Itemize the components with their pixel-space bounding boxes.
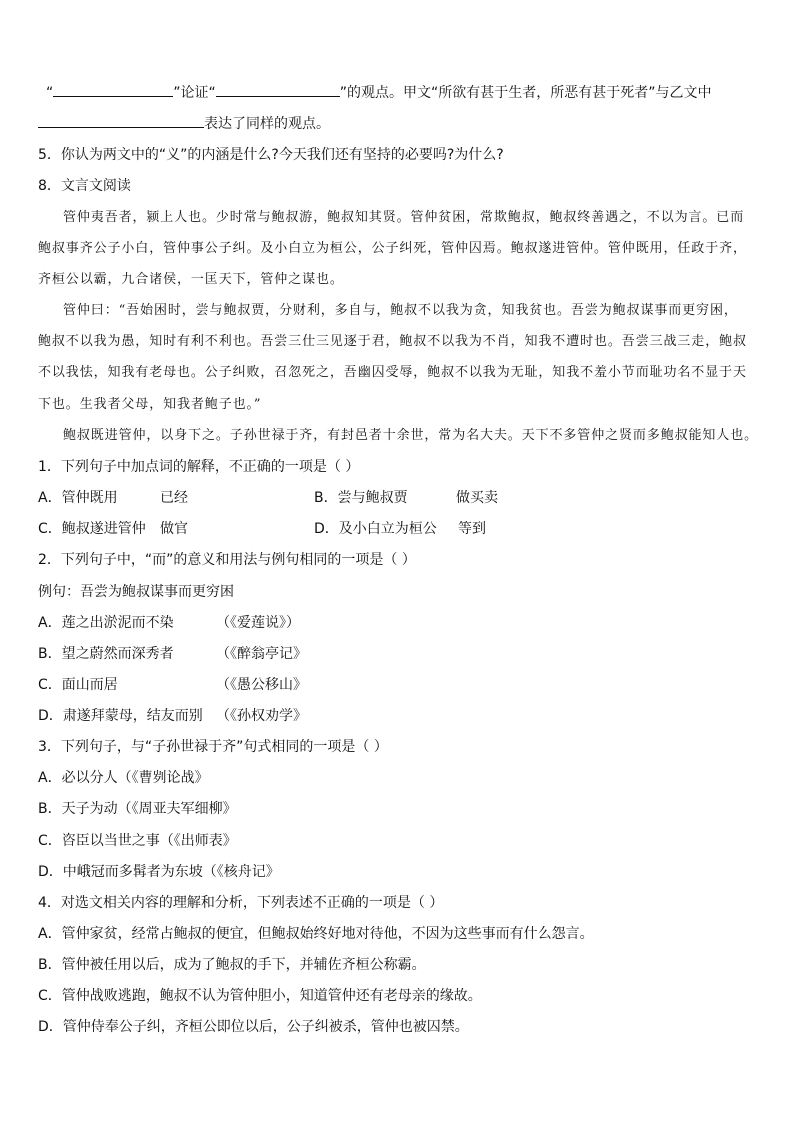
option-b[interactable]: B．望之蔚然而深秀者 (38, 646, 174, 662)
question-1-row-cd (38, 520, 758, 538)
question-3-stem: 3．下列句子，与“子孙世禄于齐”句式相同的一项是（ ） (38, 739, 388, 755)
option-d[interactable]: D．肃遂拜蒙母，结友而别 (38, 708, 203, 724)
passage-line: 管仲曰：“吾始困时，尝与鲍叔贾，分财利，多自与，鲍叔不以我为贪，知我贫也。吾尝为鲍叔谋事而更穷困， (63, 303, 738, 318)
question-2-option-b-row (38, 645, 758, 663)
line2-text: 表达了同样的观点。 (204, 116, 330, 132)
question-5: 5．你认为两文中的“义”的内涵是什么?今天我们还有坚持的必要吗?为什么? (38, 147, 504, 163)
option-c-source: （《愚公移山》 (216, 677, 307, 693)
option-d-source: （《孙权劝学》 (216, 708, 307, 724)
option-b-source: （《醉翁亭记》 (216, 646, 307, 662)
option-a-source: （《爱莲说》） (216, 615, 300, 631)
question-4-stem: 4．对选文相关内容的理解和分析，下列表述不正确的一项是（ ） (38, 895, 444, 911)
option-c[interactable]: C．鲍叔遂进管仲 (38, 521, 146, 537)
fill-blank-line-1 (46, 83, 712, 102)
option-b[interactable]: B．天子为动（《周亚夫军细柳》 (38, 801, 237, 817)
answer-blank-2[interactable] (216, 83, 340, 97)
option-c-gloss: 做官 (160, 521, 188, 537)
option-b[interactable]: B．管仲被任用以后，成为了鲍叔的手下，并辅佐齐桓公称霸。 (38, 957, 426, 973)
question-1-stem: 1．下列句子中加点词的解释，不正确的一项是（ ） (38, 459, 360, 475)
option-a-gloss: 已经 (160, 490, 188, 506)
passage-line: 管仲夷吾者，颍上人也。少时常与鲍叔游，鲍叔知其贤。管仲贫困，常欺鲍叔，鲍叔终善遇之，不以为言。已而 (63, 210, 745, 225)
question-2-option-c-row (38, 676, 758, 694)
option-c[interactable]: C．管仲战败逃跑，鲍叔不认为管仲胆小，知道管仲还有老母亲的缘故。 (38, 988, 482, 1004)
option-b[interactable]: B．尝与鲍叔贾 (314, 490, 408, 506)
quote-connector: ”论证“ (173, 85, 216, 101)
passage-line: 鲍叔事齐公子小白，管仲事公子纠。及小白立为桓公，公子纠死，管仲囚焉。鲍叔遂进管仲。管仲既用，任政于齐， (38, 241, 747, 256)
passage-line: 鲍叔不以我为愚，知时有利不利也。吾尝三仕三见逐于君，鲍叔不以我为不肖，知我不遭时也。吾尝三战三走，鲍叔 (38, 334, 747, 349)
passage-line: 鲍叔既进管仲，以身下之。子孙世禄于齐，有封邑者十余世，常为名大夫。天下不多管仲之贤而多鲍叔能知人也。 (63, 428, 759, 443)
option-a[interactable]: A．必以分人（《曹刿论战》 (38, 770, 209, 786)
option-d[interactable]: D．及小白立为桓公 (314, 521, 437, 537)
option-c[interactable]: C．面山而居 (38, 677, 118, 693)
option-d-gloss: 等到 (458, 521, 486, 537)
question-2-example: 例句：吾尝为鲍叔谋事而更穷困 (38, 584, 234, 600)
quote-open: “ (46, 85, 54, 101)
line1-rest: ”的观点。甲文“所欲有甚于生者，所恶有甚于死者”与乙文中 (339, 85, 712, 101)
passage-line: 齐桓公以霸，九合诸侯，一匡天下，管仲之谋也。 (38, 272, 344, 287)
option-d[interactable]: D．中峨冠而多髯者为东坡（《核舟记》 (38, 864, 280, 880)
fill-blank-line-2 (38, 114, 330, 133)
question-2-option-a-row (38, 614, 758, 632)
question-1-row-ab (38, 489, 758, 507)
answer-blank-3[interactable] (38, 114, 204, 128)
option-a[interactable]: A．莲之出淤泥而不染 (38, 615, 174, 631)
passage-line: 下也。生我者父母，知我者鲍子也。” (38, 397, 262, 412)
question-2-option-d-row (38, 707, 758, 725)
option-b-gloss: 做买卖 (456, 490, 498, 506)
option-c[interactable]: C．咨臣以当世之事（《出师表》 (38, 833, 237, 849)
option-d[interactable]: D．管仲侍奉公子纠，齐桓公即位以后，公子纠被杀，管仲也被囚禁。 (38, 1019, 469, 1035)
passage-line: 不以我怯，知我有老母也。公子纠败，召忽死之，吾幽囚受辱，鲍叔不以我为无耻，知我不羞小节而耻功名不显于天 (38, 365, 747, 380)
section-8-heading: 8．文言文阅读 (38, 178, 131, 194)
question-2-stem: 2．下列句子中，“而”的意义和用法与例句相同的一项是（ ） (38, 552, 416, 568)
option-a[interactable]: A．管仲既用 (38, 490, 118, 506)
answer-blank-1[interactable] (53, 83, 173, 97)
option-a[interactable]: A．管仲家贫，经常占鲍叔的便宜，但鲍叔始终好地对待他，不因为这些事而有什么怨言。 (38, 926, 594, 942)
